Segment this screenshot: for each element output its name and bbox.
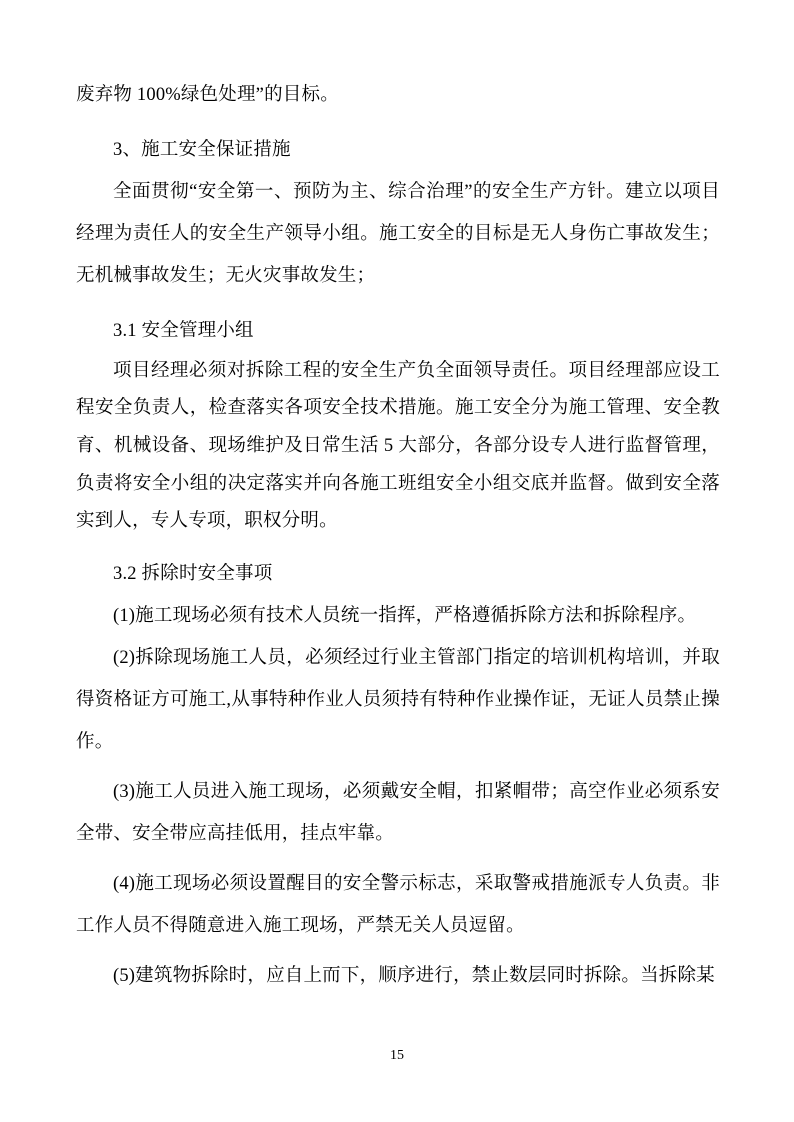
list-item-3: (3)施工人员进入施工现场，必须戴安全帽，扣紧帽带；高空作业必须系安全带、安全带应高挂低用，挂点牢靠。 bbox=[76, 781, 720, 844]
list-item-1: (1)施工现场必须有技术人员统一指挥，严格遵循拆除方法和拆除程序。 bbox=[113, 605, 697, 626]
paragraph-continuation: 废弃物 100%绿色处理”的目标。 bbox=[76, 85, 339, 105]
paragraph-section-3-1: 项目经理必须对拆除工程的安全生产负全面领导责任。项目经理部应设工程安全负责人，检查落实各项安全技术措施。施工安全分为施工管理、安全教育、机械设备、现场维护及日常生活 5 大部分，各部分设专人进行监督管理，负责将安全小组的决定落实并向各施工班组安全小组交底并监督。做到安全落实到人，专人专项，职权分明。 bbox=[76, 360, 720, 532]
list-item-2: (2)拆除现场施工人员，必须经过行业主管部门指定的培训机构培训，并取得资格证方可施工,从事特种作业人员须持有特种作业操作证，无证人员禁止操作。 bbox=[76, 647, 720, 752]
list-item-4: (4)施工现场必须设置醒目的安全警示标志，采取警戒措施派专人负责。非工作人员不得随意进入施工现场，严禁无关人员逗留。 bbox=[76, 873, 720, 936]
section-heading-3: 3、施工安全保证措施 bbox=[113, 139, 291, 160]
list-item-5: (5)建筑物拆除时，应自上而下，顺序进行，禁止数层同时拆除。当拆除某 bbox=[113, 965, 715, 986]
section-heading-3-1: 3.1 安全管理小组 bbox=[113, 320, 254, 341]
paragraph-section-3: 全面贯彻“安全第一、预防为主、综合治理”的安全生产方针。建立以项目经理为责任人的安全生产领导小组。施工安全的目标是无人身伤亡事故发生；无机械事故发生；无火灾事故发生； bbox=[76, 181, 720, 286]
section-heading-3-2: 3.2 拆除时安全事项 bbox=[113, 563, 273, 584]
document-content bbox=[76, 75, 720, 997]
page-number: 15 bbox=[390, 1048, 404, 1063]
